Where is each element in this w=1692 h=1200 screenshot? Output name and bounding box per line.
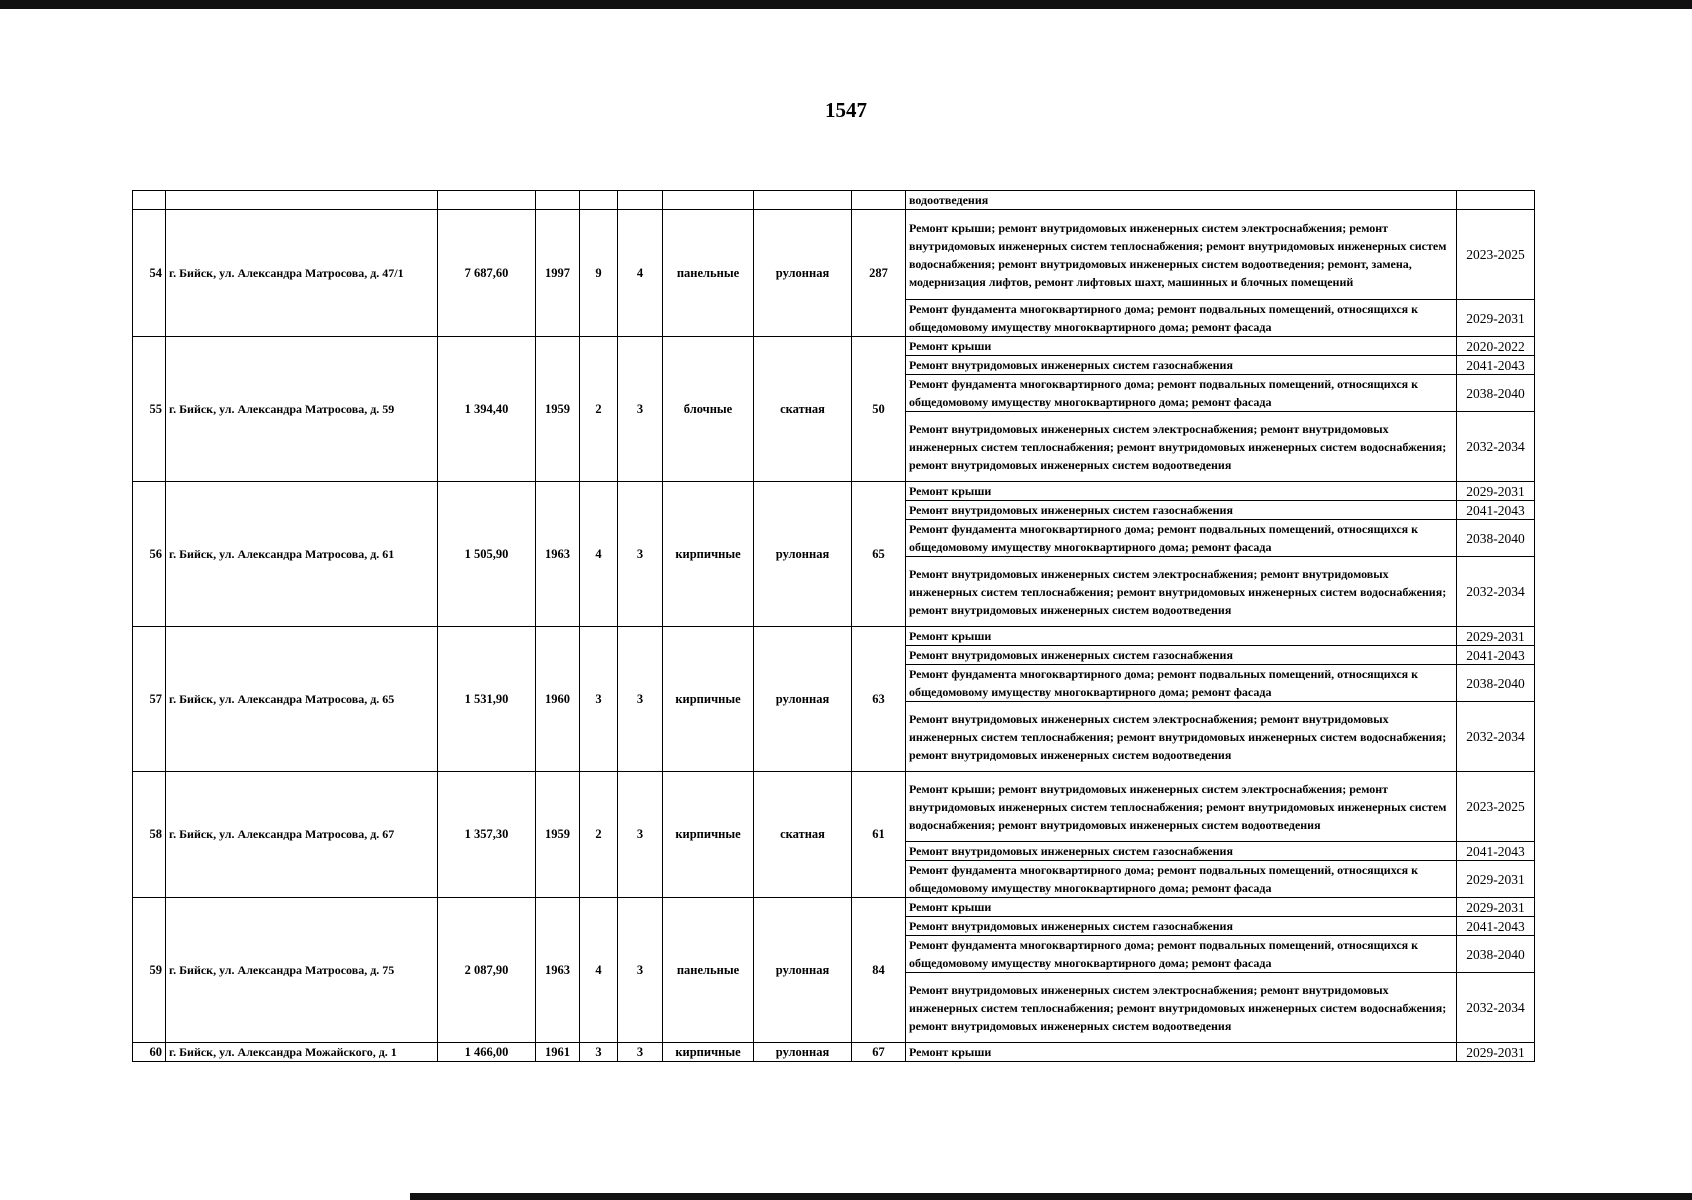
year-cell: 1960 — [536, 627, 580, 772]
floors-cell: 2 — [580, 337, 618, 482]
period-cell: 2032-2034 — [1457, 973, 1535, 1043]
period-cell: 2023-2025 — [1457, 772, 1535, 842]
year-cell: 1963 — [536, 898, 580, 1043]
period-cell: 2038-2040 — [1457, 520, 1535, 557]
work-cell: Ремонт крыши — [906, 627, 1457, 646]
work-cell: Ремонт крыши — [906, 337, 1457, 356]
period-cell: 2041-2043 — [1457, 356, 1535, 375]
work-cell: Ремонт фундамента многоквартирного дома; ремонт подвальных помещений, относящихся к общедомовому имуществу многоквартирного дома; ремонт фасада — [906, 520, 1457, 557]
empty-cell — [754, 191, 852, 210]
work-cell: Ремонт внутридомовых инженерных систем газоснабжения — [906, 646, 1457, 665]
residents-cell: 287 — [852, 210, 906, 337]
floors-cell: 4 — [580, 482, 618, 627]
work-cell: Ремонт внутридомовых инженерных систем электроснабжения; ремонт внутридомовых инженерных систем теплоснабжения; ремонт внутридомовых инженерных систем водоснабжения; ремонт внутридомовых инженерных систем водоотведения — [906, 412, 1457, 482]
period-cell — [1457, 191, 1535, 210]
empty-cell — [536, 191, 580, 210]
roof-cell: рулонная — [754, 210, 852, 337]
address-cell: г. Бийск, ул. Александра Матросова, д. 59 — [166, 337, 438, 482]
work-cell: Ремонт фундамента многоквартирного дома; ремонт подвальных помещений, относящихся к общедомовому имуществу многоквартирного дома; ремонт фасада — [906, 375, 1457, 412]
floors-cell: 4 — [580, 898, 618, 1043]
table-row — [133, 210, 1535, 300]
empty-cell — [618, 191, 663, 210]
row-number: 57 — [133, 627, 166, 772]
year-cell: 1959 — [536, 337, 580, 482]
entrances-cell: 3 — [618, 627, 663, 772]
entrances-cell: 3 — [618, 482, 663, 627]
work-cell: Ремонт фундамента многоквартирного дома; ремонт подвальных помещений, относящихся к общедомовому имуществу многоквартирного дома; ремонт фасада — [906, 665, 1457, 702]
work-cell: Ремонт крыши — [906, 1043, 1457, 1062]
table-row — [133, 898, 1535, 917]
page-number: 1547 — [825, 98, 867, 122]
work-cell: Ремонт крыши; ремонт внутридомовых инженерных систем электроснабжения; ремонт внутридомовых инженерных систем теплоснабжения; ремонт внутридомовых инженерных систем водоснабжения; ремонт внутридомовых инженерных систем водоотведения; ремонт, замена, модернизация лифтов, ремонт лифтовых шахт, машинных и блочных помещений — [906, 210, 1457, 300]
period-cell: 2041-2043 — [1457, 842, 1535, 861]
area-cell: 2 087,90 — [438, 898, 536, 1043]
period-cell: 2038-2040 — [1457, 375, 1535, 412]
period-cell: 2029-2031 — [1457, 861, 1535, 898]
work-cell: Ремонт внутридомовых инженерных систем газоснабжения — [906, 356, 1457, 375]
work-cell: Ремонт внутридомовых инженерных систем электроснабжения; ремонт внутридомовых инженерных систем теплоснабжения; ремонт внутридомовых инженерных систем водоснабжения; ремонт внутридомовых инженерных систем водоотведения — [906, 702, 1457, 772]
work-cell: Ремонт фундамента многоквартирного дома; ремонт подвальных помещений, относящихся к общедомовому имуществу многоквартирного дома; ремонт фасада — [906, 936, 1457, 973]
floors-cell: 3 — [580, 1043, 618, 1062]
entrances-cell: 3 — [618, 337, 663, 482]
entrances-cell: 4 — [618, 210, 663, 337]
walls-cell: кирпичные — [663, 482, 754, 627]
residents-cell: 84 — [852, 898, 906, 1043]
period-cell: 2029-2031 — [1457, 482, 1535, 501]
period-cell: 2029-2031 — [1457, 300, 1535, 337]
entrances-cell: 3 — [618, 1043, 663, 1062]
table-row — [133, 772, 1535, 842]
residents-cell: 61 — [852, 772, 906, 898]
row-number: 55 — [133, 337, 166, 482]
period-cell: 2041-2043 — [1457, 646, 1535, 665]
year-cell: 1997 — [536, 210, 580, 337]
area-cell: 7 687,60 — [438, 210, 536, 337]
empty-cell — [166, 191, 438, 210]
year-cell: 1961 — [536, 1043, 580, 1062]
work-cell: Ремонт крыши — [906, 482, 1457, 501]
walls-cell: кирпичные — [663, 772, 754, 898]
empty-cell — [580, 191, 618, 210]
year-cell: 1963 — [536, 482, 580, 627]
work-cell: водоотведения — [906, 191, 1457, 210]
period-cell: 2032-2034 — [1457, 412, 1535, 482]
table-row — [133, 482, 1535, 501]
roof-cell: рулонная — [754, 1043, 852, 1062]
period-cell: 2023-2025 — [1457, 210, 1535, 300]
walls-cell: блочные — [663, 337, 754, 482]
walls-cell: панельные — [663, 898, 754, 1043]
walls-cell: панельные — [663, 210, 754, 337]
period-cell: 2041-2043 — [1457, 917, 1535, 936]
period-cell: 2032-2034 — [1457, 557, 1535, 627]
work-cell: Ремонт внутридомовых инженерных систем газоснабжения — [906, 842, 1457, 861]
area-cell: 1 357,30 — [438, 772, 536, 898]
period-cell: 2032-2034 — [1457, 702, 1535, 772]
address-cell: г. Бийск, ул. Александра Матросова, д. 67 — [166, 772, 438, 898]
floors-cell: 2 — [580, 772, 618, 898]
period-cell: 2038-2040 — [1457, 665, 1535, 702]
empty-cell — [663, 191, 754, 210]
scan-border-top — [0, 0, 1692, 9]
walls-cell: кирпичные — [663, 627, 754, 772]
empty-cell — [852, 191, 906, 210]
address-cell: г. Бийск, ул. Александра Можайского, д. 1 — [166, 1043, 438, 1062]
row-number: 54 — [133, 210, 166, 337]
work-cell: Ремонт крыши — [906, 898, 1457, 917]
roof-cell: скатная — [754, 772, 852, 898]
roof-cell: рулонная — [754, 482, 852, 627]
floors-cell: 3 — [580, 627, 618, 772]
roof-cell: рулонная — [754, 898, 852, 1043]
entrances-cell: 3 — [618, 772, 663, 898]
address-cell: г. Бийск, ул. Александра Матросова, д. 61 — [166, 482, 438, 627]
row-number: 60 — [133, 1043, 166, 1062]
walls-cell: кирпичные — [663, 1043, 754, 1062]
period-cell: 2029-2031 — [1457, 898, 1535, 917]
area-cell: 1 466,00 — [438, 1043, 536, 1062]
period-cell: 2038-2040 — [1457, 936, 1535, 973]
work-cell: Ремонт внутридомовых инженерных систем электроснабжения; ремонт внутридомовых инженерных систем теплоснабжения; ремонт внутридомовых инженерных систем водоснабжения; ремонт внутридомовых инженерных систем водоотведения — [906, 557, 1457, 627]
table-row-continuation — [133, 191, 1535, 210]
repair-schedule-table — [132, 190, 1535, 1062]
period-cell: 2041-2043 — [1457, 501, 1535, 520]
row-number: 58 — [133, 772, 166, 898]
table-row — [133, 337, 1535, 356]
table-row — [133, 1043, 1535, 1062]
empty-cell — [133, 191, 166, 210]
scan-border-bottom — [410, 1193, 1692, 1200]
residents-cell: 67 — [852, 1043, 906, 1062]
period-cell: 2029-2031 — [1457, 627, 1535, 646]
area-cell: 1 531,90 — [438, 627, 536, 772]
residents-cell: 63 — [852, 627, 906, 772]
row-number: 59 — [133, 898, 166, 1043]
address-cell: г. Бийск, ул. Александра Матросова, д. 47/1 — [166, 210, 438, 337]
work-cell: Ремонт внутридомовых инженерных систем газоснабжения — [906, 917, 1457, 936]
year-cell: 1959 — [536, 772, 580, 898]
period-cell: 2020-2022 — [1457, 337, 1535, 356]
residents-cell: 50 — [852, 337, 906, 482]
work-cell: Ремонт фундамента многоквартирного дома; ремонт подвальных помещений, относящихся к общедомовому имуществу многоквартирного дома; ремонт фасада — [906, 300, 1457, 337]
work-cell: Ремонт внутридомовых инженерных систем электроснабжения; ремонт внутридомовых инженерных систем теплоснабжения; ремонт внутридомовых инженерных систем водоснабжения; ремонт внутридомовых инженерных систем водоотведения — [906, 973, 1457, 1043]
roof-cell: рулонная — [754, 627, 852, 772]
work-cell: Ремонт фундамента многоквартирного дома; ремонт подвальных помещений, относящихся к общедомовому имуществу многоквартирного дома; ремонт фасада — [906, 861, 1457, 898]
period-cell: 2029-2031 — [1457, 1043, 1535, 1062]
row-number: 56 — [133, 482, 166, 627]
address-cell: г. Бийск, ул. Александра Матросова, д. 65 — [166, 627, 438, 772]
empty-cell — [438, 191, 536, 210]
work-cell: Ремонт крыши; ремонт внутридомовых инженерных систем электроснабжения; ремонт внутридомовых инженерных систем теплоснабжения; ремонт внутридомовых инженерных систем водоснабжения; ремонт внутридомовых инженерных систем водоотведения — [906, 772, 1457, 842]
area-cell: 1 394,40 — [438, 337, 536, 482]
residents-cell: 65 — [852, 482, 906, 627]
roof-cell: скатная — [754, 337, 852, 482]
table-row — [133, 627, 1535, 646]
work-cell: Ремонт внутридомовых инженерных систем газоснабжения — [906, 501, 1457, 520]
address-cell: г. Бийск, ул. Александра Матросова, д. 75 — [166, 898, 438, 1043]
entrances-cell: 3 — [618, 898, 663, 1043]
floors-cell: 9 — [580, 210, 618, 337]
area-cell: 1 505,90 — [438, 482, 536, 627]
